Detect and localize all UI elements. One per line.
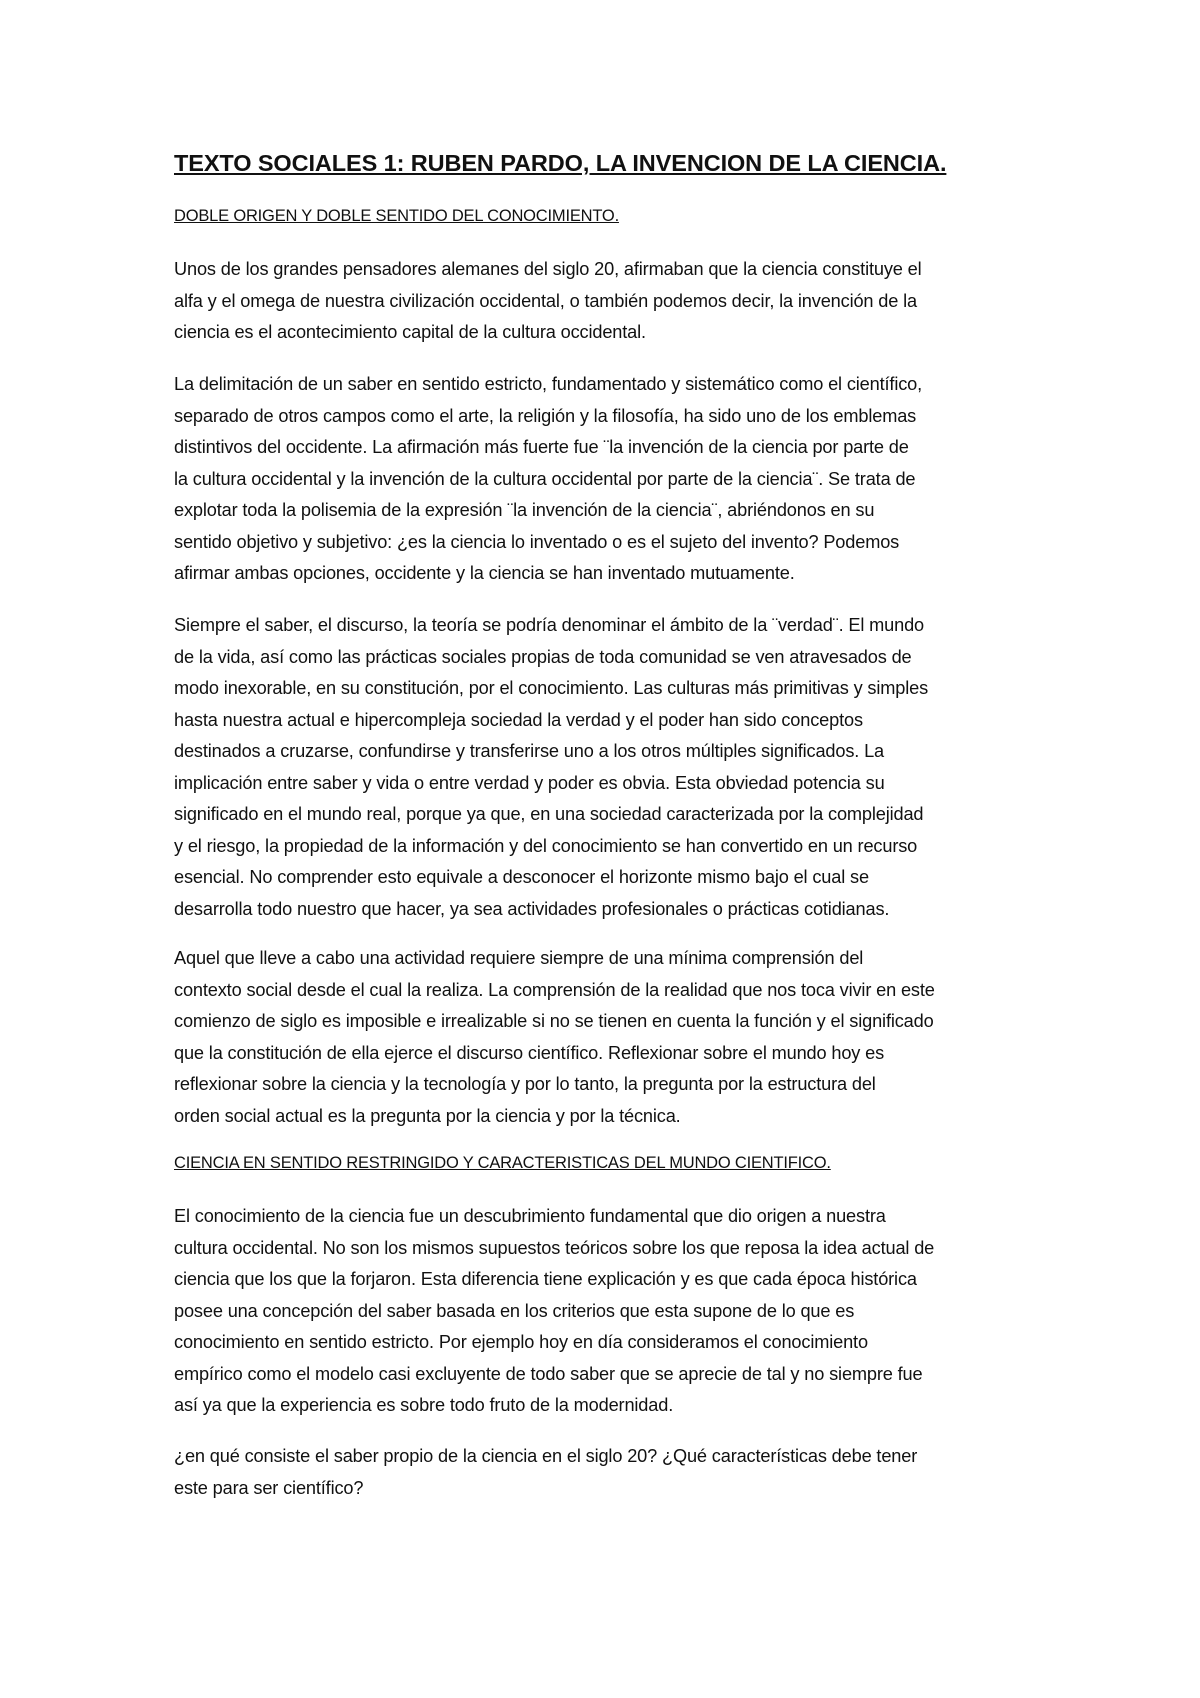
- paragraph-line: ¿en qué consiste el saber propio de la ciencia en el siglo 20? ¿Qué características debe tener: [174, 1446, 918, 1466]
- paragraph-line: Aquel que lleve a cabo una actividad requiere siempre de una mínima comprensión del: [174, 948, 864, 968]
- paragraph-line: este para ser científico?: [174, 1477, 364, 1498]
- paragraph-line: así ya que la experiencia es sobre todo fruto de la modernidad.: [174, 1395, 674, 1415]
- paragraph-line: de la vida, así como las prácticas sociales propias de toda comunidad se ven atravesados de: [174, 646, 912, 667]
- paragraph-5: [174, 1201, 1030, 1422]
- paragraph-1: [174, 254, 1030, 349]
- paragraph-line: implicación entre saber y vida o entre verdad y poder es obvia. Esta obviedad potencia su: [174, 772, 885, 793]
- paragraph-line: sentido objetivo y subjetivo: ¿es la ciencia lo inventado o es el sujeto del invento? Podemos: [174, 531, 900, 552]
- paragraph-line: contexto social desde el cual la realiza. La comprensión de la realidad que nos toca vivir en este: [174, 979, 935, 1000]
- paragraph-line: afirmar ambas opciones, occidente y la ciencia se han inventado mutuamente.: [174, 563, 795, 583]
- paragraph-6: [174, 1441, 1030, 1504]
- section-heading-ciencia-sentido-restringido: CIENCIA EN SENTIDO RESTRINGIDO Y CARACTERISTICAS DEL MUNDO CIENTIFICO.: [174, 1154, 831, 1172]
- paragraph-line: reflexionar sobre la ciencia y la tecnología y por lo tanto, la pregunta por la estructura del: [174, 1074, 876, 1094]
- paragraph-line: significado en el mundo real, porque ya que, en una sociedad caracterizada por la complejidad: [174, 804, 924, 824]
- paragraph-2: [174, 369, 1030, 590]
- section-heading-doble-origen: DOBLE ORIGEN Y DOBLE SENTIDO DEL CONOCIMIENTO.: [174, 207, 619, 225]
- paragraph-line: empírico como el modelo casi excluyente de todo saber que se aprecie de tal y no siempre fue: [174, 1363, 923, 1384]
- paragraph-line: conocimiento en sentido estricto. Por ejemplo hoy en día consideramos el conocimiento: [174, 1332, 868, 1352]
- paragraph-line: El conocimiento de la ciencia fue un descubrimiento fundamental que dio origen a nuestra: [174, 1206, 886, 1226]
- paragraph-line: alfa y el omega de nuestra civilización occidental, o también podemos decir, la invención de la: [174, 290, 917, 311]
- paragraph-line: distintivos del occidente. La afirmación más fuerte fue ¨la invención de la ciencia por parte de: [174, 437, 909, 457]
- paragraph-line: orden social actual es la pregunta por la ciencia y por la técnica.: [174, 1105, 681, 1126]
- paragraph-line: cultura occidental. No son los mismos supuestos teóricos sobre los que reposa la idea actual de: [174, 1237, 935, 1258]
- paragraph-line: hasta nuestra actual e hipercompleja sociedad la verdad y el poder han sido conceptos: [174, 709, 863, 730]
- paragraph-line: explotar toda la polisemia de la expresión ¨la invención de la ciencia¨, abriéndonos en su: [174, 500, 875, 520]
- paragraph-line: la cultura occidental y la invención de la cultura occidental por parte de la ciencia¨. Se trata de: [174, 468, 916, 489]
- paragraph-line: posee una concepción del saber basada en los criterios que esta supone de lo que es: [174, 1300, 855, 1321]
- paragraph-4: [174, 943, 1030, 1132]
- paragraph-line: desarrolla todo nuestro que hacer, ya sea actividades profesionales o prácticas cotidianas.: [174, 898, 890, 919]
- paragraph-line: comienzo de siglo es imposible e irrealizable si no se tienen en cuenta la función y el significado: [174, 1011, 934, 1031]
- paragraph-line: modo inexorable, en su constitución, por el conocimiento. Las culturas más primitivas y simples: [174, 678, 929, 698]
- paragraph-line: y el riesgo, la propiedad de la información y del conocimiento se han convertido en un recurso: [174, 835, 918, 856]
- paragraph-line: esencial. No comprender esto equivale a desconocer el horizonte mismo bajo el cual se: [174, 867, 869, 887]
- paragraph-line: Siempre el saber, el discurso, la teoría se podría denominar el ámbito de la ¨verdad¨. El mundo: [174, 615, 925, 635]
- paragraph-line: La delimitación de un saber en sentido estricto, fundamentado y sistemático como el científico,: [174, 374, 923, 394]
- paragraph-line: separado de otros campos como el arte, la religión y la filosofía, ha sido uno de los emblemas: [174, 405, 917, 426]
- paragraph-line: destinados a cruzarse, confundirse y transferirse uno a los otros múltiples significados. La: [174, 741, 885, 761]
- paragraph-line: ciencia que los que la forjaron. Esta diferencia tiene explicación y es que cada época histórica: [174, 1269, 917, 1289]
- paragraph-line: ciencia es el acontecimiento capital de la cultura occidental.: [174, 322, 646, 342]
- document-title: TEXTO SOCIALES 1: RUBEN PARDO, LA INVENCION DE LA CIENCIA.: [174, 150, 947, 176]
- paragraph-line: que la constitución de ella ejerce el discurso científico. Reflexionar sobre el mundo hoy es: [174, 1042, 885, 1063]
- paragraph-3: [174, 610, 1030, 925]
- paragraph-line: Unos de los grandes pensadores alemanes del siglo 20, afirmaban que la ciencia constituye el: [174, 259, 922, 279]
